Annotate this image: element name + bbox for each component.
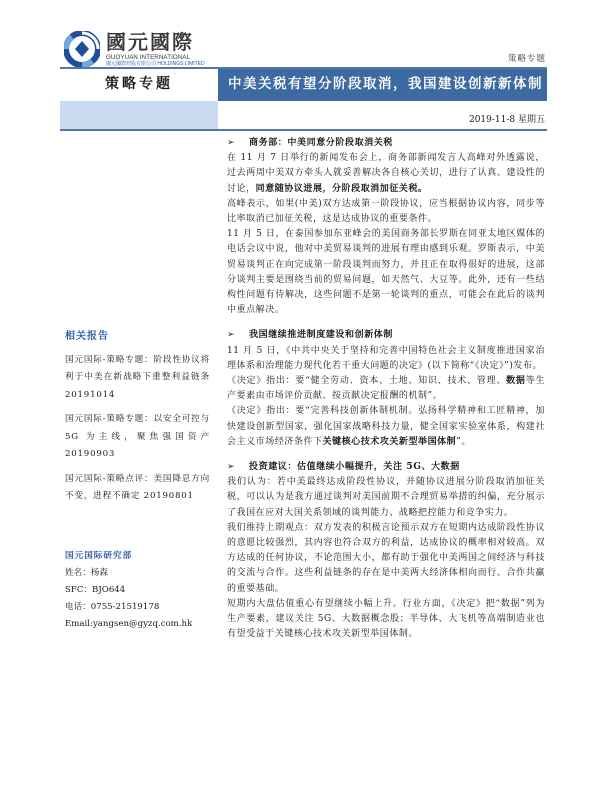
paragraph: 在 11 月 7 日举行的新闻发布会上，商务部新闻发言人高峰对外透露说，过去两周中美双方牵头人就妥善解决各自核心关切，进行了认真、建设性的讨论，同意随协议进展，分阶段取消加征关税。	[227, 153, 545, 194]
report-title: 中美关税有望分阶段取消，我国建设创新新体制	[218, 69, 547, 101]
paragraph: 我们维持上期观点：双方发表的积极言论预示双方在短期内达成阶段性协议的意愿比较强烈，其内容也符合双方的利益，达成协议的概率相对较高。双方达成的任何协议，不论范围大小，都有助于强化中美两国之间经济与科技的交流与合作。这些利益链条的存在是中美两大经济体相向而行、合作共赢的重要基础。	[227, 522, 545, 594]
related-reports	[65, 328, 210, 513]
bold-emphasis: 关键核心技术攻关新型举国体制	[322, 436, 457, 447]
subtitle-bar	[60, 101, 547, 131]
paragraph: 《决定》指出：要“健全劳动、资本、土地、知识、技术、管理、数据等生产要素由市场评价贡献、按贡献决定报酬的机制”。	[227, 376, 545, 402]
bullet-arrow-icon: ➢	[227, 138, 236, 148]
bold-emphasis: 同意随协议进展，分阶段取消加征关税。	[255, 183, 428, 194]
paragraph: 高峰表示，如果(中美)双方达成第一阶段协议，应当根据协议内容，同步等比率取消已加征关税，这是达成协议的重要条件。	[227, 198, 545, 225]
analyst-sfc: SFC：BJO644	[65, 585, 126, 595]
title-bar	[60, 67, 547, 101]
header-tag: 策略专题	[507, 54, 546, 64]
report-date: 2019-11-8 星期五	[468, 115, 545, 125]
logo-chinese-name: 國元國際	[106, 30, 194, 54]
paragraph: 11 月 5 日，《中共中央关于坚持和完善中国特色社会主义制度推进国家治理体系和治理能力现代化若干重大问题的决定》(以下简称“《决定》”)发布。	[227, 345, 545, 371]
research-dept-heading: 国元国际研究部	[65, 551, 133, 561]
main-content	[227, 136, 545, 643]
logo-mark-icon	[64, 31, 100, 67]
sidebar-header-block	[60, 101, 218, 129]
analyst-email[interactable]: Email:yangsen@gyzq.com.hk	[65, 619, 193, 629]
bullet-arrow-icon: ➢	[227, 462, 236, 473]
section-heading: ➢ 我国继续推进制度建设和创新体制	[227, 328, 545, 343]
paragraph: 《决定》指出：要“完善科技创新体制机制。弘扬科学精神和工匠精神，加快建设创新型国家，强化国家战略科技力量，健全国家实验室体系，构建社会主义市场经济条件下关键核心技术攻关新型举国体制”。	[227, 406, 545, 447]
company-logo	[64, 31, 214, 67]
related-report-item[interactable]: 国元国际-策略专题：阶段性协议将利于中美在新战略下重整利益链条 20191014	[65, 354, 210, 400]
bold-emphasis: 数据	[506, 376, 526, 387]
section-heading: ➢ 商务部：中美同意分阶段取消关税	[227, 136, 545, 151]
logo-english-name: GUOYUAN INTERNATIONAL	[106, 54, 191, 61]
related-report-item[interactable]: 国元国际-策略点评：美国降息方向不变，进程不确定 20190801	[65, 473, 210, 501]
paragraph: 我们认为：若中美最终达成阶段性协议，并随协议进展分阶段取消加征关税，可以认为是我方通过谈判对美国前期不合理贸易举措的纠偏，充分展示了我国在应对大国关系领域的谈判能力、战略把控能力和竞争实力。	[227, 477, 545, 518]
section-heading: ➢ 投资建议：估值继续小幅提升，关注 5G、大数据	[227, 460, 545, 475]
logo-subtitle: 國元國際控股有限公司 HOLDINGS LIMITED	[106, 60, 205, 67]
analyst-name: 姓名：杨森	[65, 568, 108, 578]
analyst-contact	[65, 548, 210, 633]
analyst-phone: 电话：0755-21519178	[65, 602, 160, 612]
report-category: 策略专题	[60, 69, 218, 101]
paragraph: 短期内大盘估值重心有望继续小幅上升。行业方面，《决定》把“数据”列为生产要素，建议关注 5G、大数据概念股；半导体、大飞机等高端制造业也有望受益于关键核心技术攻关新型举国体制。	[227, 598, 545, 640]
paragraph: 11 月 5 日，在泰国参加东亚峰会的美国商务部长罗斯在同亚太地区媒体的电话会议中说，他对中美贸易谈判的进展有理由感到乐观。罗斯表示，中美贸易谈判正在向完成第一阶段谈判而努力，并且正在取得很好的进展，这部分谈判主要是围绕当前的贸易问题，如天然气、大豆等。此外，还有一些结构性问题有待解决，这些问题不是第一轮谈判的重点，可能会在此后的谈判中重点解决。	[227, 229, 545, 316]
bullet-arrow-icon: ➢	[227, 330, 236, 341]
related-report-item[interactable]: 国元国际-策略专题：以安全可控与 5G 为主线，聚焦强国资产 20190903	[65, 414, 210, 459]
related-reports-heading: 相关报告	[65, 331, 109, 342]
